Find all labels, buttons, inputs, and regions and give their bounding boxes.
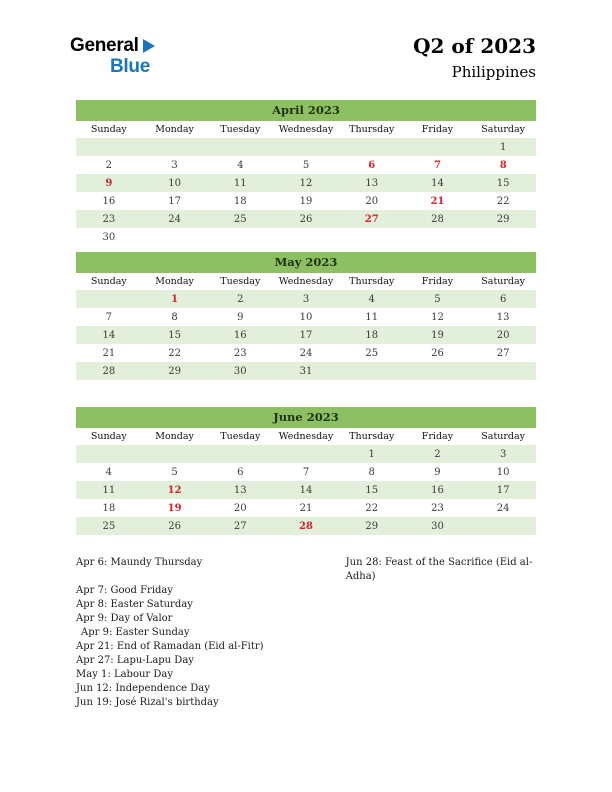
day-name: Friday <box>421 124 454 135</box>
day-name: Tuesday <box>220 431 261 442</box>
holiday-item: Apr 9: Easter Sunday <box>81 627 190 638</box>
date-cell: 22 <box>365 502 379 514</box>
date-cell: 27 <box>233 520 247 532</box>
week-row <box>76 138 536 156</box>
date-cell: 19 <box>431 329 444 341</box>
date-cell: 13 <box>365 177 379 189</box>
day-name: Saturday <box>481 431 526 442</box>
holiday-row <box>76 696 536 710</box>
holiday-row <box>76 654 536 668</box>
day-name: Saturday <box>481 276 526 287</box>
month-title: April 2023 <box>76 100 536 121</box>
day-name: Saturday <box>481 124 526 135</box>
date-cell: 10 <box>168 177 181 189</box>
week-row <box>76 481 536 499</box>
holiday-item: Apr 27: Lapu-Lapu Day <box>76 655 194 666</box>
date-cell: 17 <box>496 484 510 496</box>
week-row <box>76 517 536 535</box>
logo-line-general <box>70 36 155 55</box>
date-cell: 4 <box>105 466 113 478</box>
day-name: Thursday <box>349 431 395 442</box>
date-cell: 23 <box>102 213 116 225</box>
date-cell: 20 <box>233 502 247 514</box>
date-cell: 11 <box>365 311 379 323</box>
holiday-row <box>76 556 536 584</box>
holiday-item: May 1: Labour Day <box>76 669 173 680</box>
week-row <box>76 308 536 326</box>
holiday-item: Apr 9: Day of Valor <box>76 613 173 624</box>
date-cell: 3 <box>171 159 178 171</box>
date-cell: 26 <box>299 213 313 225</box>
date-cell: 24 <box>299 347 313 359</box>
date-cell: 13 <box>496 311 510 323</box>
holiday-row <box>76 626 536 640</box>
holiday-row <box>76 640 536 654</box>
day-name: Wednesday <box>278 124 334 135</box>
holiday-row <box>76 682 536 696</box>
holiday-list <box>76 556 536 710</box>
holiday-item: Jun 12: Independence Day <box>76 683 210 694</box>
date-cell: 5 <box>434 293 441 305</box>
holiday-row <box>76 612 536 626</box>
week-row <box>76 463 536 481</box>
date-cell: 24 <box>168 213 181 225</box>
day-name: Monday <box>155 276 194 287</box>
date-cell: 9 <box>237 311 244 323</box>
day-name: Wednesday <box>278 431 334 442</box>
page-title: Q2 of 2023 <box>413 34 536 58</box>
date-cell: 24 <box>496 502 510 514</box>
date-cell: 7 <box>302 466 310 478</box>
date-cell: 2 <box>105 159 113 171</box>
day-name: Friday <box>421 276 454 287</box>
date-cell: 2 <box>237 293 244 305</box>
date-cell: 22 <box>496 195 510 207</box>
date-cell: 3 <box>499 448 507 460</box>
logo-triangle-icon <box>143 39 155 53</box>
holiday-row <box>76 584 536 598</box>
month-calendar-may <box>76 252 536 380</box>
month-calendar-april <box>76 100 536 246</box>
holiday-item: Apr 8: Easter Saturday <box>76 599 193 610</box>
logo-blue-text: Blue <box>110 56 150 77</box>
week-row <box>76 192 536 210</box>
date-cell: 30 <box>102 231 116 243</box>
date-cell: 14 <box>102 329 116 341</box>
date-cell: 25 <box>102 520 116 532</box>
general-blue-logo <box>70 36 155 76</box>
date-cell: 30 <box>431 520 444 532</box>
date-cell: 9 <box>434 466 441 478</box>
day-name: Monday <box>155 124 194 135</box>
date-cell: 4 <box>237 159 244 171</box>
week-row <box>76 156 536 174</box>
date-cell: 6 <box>237 466 244 478</box>
day-name: Tuesday <box>220 124 261 135</box>
date-cell: 2 <box>434 448 441 460</box>
day-name: Thursday <box>349 124 395 135</box>
date-cell: 16 <box>431 484 444 496</box>
month-title: May 2023 <box>76 252 536 273</box>
date-cell: 27 <box>496 347 510 359</box>
holiday-date-cell: 1 <box>171 293 179 305</box>
week-row <box>76 499 536 517</box>
holiday-date-cell: 9 <box>105 177 113 189</box>
day-names-row <box>76 428 536 445</box>
date-cell: 21 <box>299 502 313 514</box>
date-cell: 29 <box>365 520 379 532</box>
date-cell: 12 <box>431 311 444 323</box>
date-cell: 25 <box>233 213 247 225</box>
holiday-date-cell: 12 <box>167 484 182 496</box>
day-name: Sunday <box>90 276 127 287</box>
month-title: June 2023 <box>76 407 536 428</box>
date-cell: 28 <box>102 365 116 377</box>
holiday-item: Apr 21: End of Ramadan (Eid al-Fitr) <box>76 641 264 652</box>
date-cell: 19 <box>299 195 313 207</box>
week-row <box>76 290 536 308</box>
date-cell: 31 <box>299 365 313 377</box>
date-cell: 26 <box>431 347 444 359</box>
date-cell: 8 <box>171 311 178 323</box>
holiday-row <box>76 668 536 682</box>
date-cell: 15 <box>168 329 181 341</box>
date-cell: 29 <box>168 365 181 377</box>
month-calendar-june <box>76 407 536 535</box>
date-cell: 8 <box>368 466 375 478</box>
week-row <box>76 326 536 344</box>
date-cell: 6 <box>499 293 507 305</box>
holiday-date-cell: 8 <box>499 159 507 171</box>
date-cell: 1 <box>368 448 375 460</box>
week-row <box>76 228 536 246</box>
date-cell: 23 <box>233 347 247 359</box>
date-cell: 3 <box>302 293 310 305</box>
page-subtitle: Philippines <box>451 63 536 81</box>
date-cell: 20 <box>496 329 510 341</box>
date-cell: 14 <box>431 177 444 189</box>
date-cell: 15 <box>365 484 379 496</box>
date-cell: 4 <box>368 293 375 305</box>
day-name: Wednesday <box>278 276 334 287</box>
day-names-row <box>76 273 536 290</box>
day-name: Monday <box>155 431 194 442</box>
day-names-row <box>76 121 536 138</box>
logo-general-text: General <box>70 35 139 56</box>
date-cell: 7 <box>105 311 113 323</box>
date-cell: 18 <box>233 195 247 207</box>
holiday-date-cell: 21 <box>430 195 445 207</box>
date-cell: 13 <box>233 484 247 496</box>
date-cell: 17 <box>299 329 313 341</box>
date-cell: 16 <box>102 195 116 207</box>
date-cell: 26 <box>168 520 181 532</box>
date-cell: 12 <box>299 177 313 189</box>
date-cell: 14 <box>299 484 313 496</box>
day-name: Thursday <box>349 276 395 287</box>
holiday-item: Apr 7: Good Friday <box>76 585 174 596</box>
day-name: Sunday <box>90 124 127 135</box>
week-row <box>76 344 536 362</box>
week-row <box>76 210 536 228</box>
date-cell: 10 <box>496 466 510 478</box>
date-cell: 5 <box>302 159 310 171</box>
day-name: Friday <box>421 431 454 442</box>
holiday-date-cell: 28 <box>299 520 313 532</box>
date-cell: 25 <box>365 347 379 359</box>
date-cell: 11 <box>233 177 247 189</box>
date-cell: 11 <box>102 484 116 496</box>
holiday-date-cell: 19 <box>167 502 182 514</box>
date-cell: 15 <box>496 177 510 189</box>
date-cell: 28 <box>431 213 444 225</box>
holiday-item: Apr 6: Maundy Thursday <box>76 557 203 568</box>
date-cell: 17 <box>168 195 181 207</box>
date-cell: 18 <box>102 502 116 514</box>
date-cell: 29 <box>496 213 510 225</box>
date-cell: 1 <box>499 141 507 153</box>
date-cell: 5 <box>171 466 178 478</box>
holiday-item: Jun 19: José Rizal's birthday <box>76 697 219 708</box>
date-cell: 23 <box>431 502 444 514</box>
date-cell: 10 <box>299 311 313 323</box>
day-name: Sunday <box>90 431 127 442</box>
week-row <box>76 362 536 380</box>
holiday-date-cell: 7 <box>433 159 441 171</box>
title-block <box>413 34 536 81</box>
date-cell: 21 <box>102 347 116 359</box>
week-row <box>76 174 536 192</box>
day-name: Tuesday <box>220 276 261 287</box>
date-cell: 18 <box>365 329 379 341</box>
date-cell: 30 <box>233 365 247 377</box>
date-cell: 22 <box>168 347 181 359</box>
holiday-date-cell: 6 <box>368 159 376 171</box>
holiday-date-cell: 27 <box>364 213 379 225</box>
date-cell: 20 <box>365 195 379 207</box>
holiday-item: Jun 28: Feast of the Sacrifice (Eid al-Adha) <box>345 557 533 582</box>
holiday-row <box>76 598 536 612</box>
date-cell: 16 <box>233 329 247 341</box>
week-row <box>76 445 536 463</box>
